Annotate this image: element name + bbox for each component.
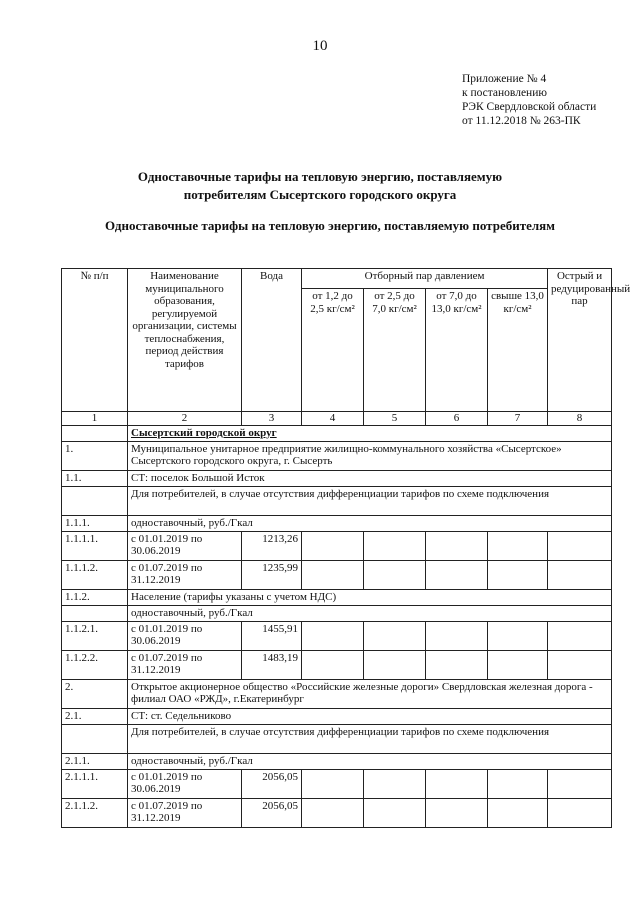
row-text: СТ: ст. Седельниково (128, 708, 612, 724)
title-line: Одноставочные тарифы на тепловую энергию, поставляемую (137, 169, 503, 184)
row-number: 2.1.1.1. (62, 769, 128, 798)
column-number: 2 (128, 412, 242, 426)
column-number: 7 (488, 412, 548, 426)
row-number (62, 425, 128, 441)
header-steam-group: Отборный пар давлением (302, 269, 548, 289)
empty-cell (364, 769, 426, 798)
water-tariff: 1455,91 (242, 621, 302, 650)
row-text: Муниципальное унитарное предприятие жилищно-коммунального хозяйства «Сысертское» Сысертского городского округа, г. Сысерть (128, 441, 612, 470)
column-number: 5 (364, 412, 426, 426)
empty-cell (302, 769, 364, 798)
header-water: Вода (242, 269, 302, 412)
row-number: 1.1.2. (62, 589, 128, 605)
table-row (62, 531, 612, 560)
row-text: Население (тарифы указаны с учетом НДС) (128, 589, 612, 605)
row-text: одноставочный, руб./Гкал (128, 515, 612, 531)
row-number: 2.1.1.2. (62, 798, 128, 827)
row-text: Сысертский городской округ (128, 425, 612, 441)
column-number: 4 (302, 412, 364, 426)
empty-cell (488, 531, 548, 560)
column-number: 6 (426, 412, 488, 426)
empty-cell (426, 531, 488, 560)
appendix-line: к постановлению (462, 87, 547, 99)
table-row (62, 769, 612, 798)
table-row (62, 798, 612, 827)
table-row (62, 486, 612, 515)
table-row (62, 650, 612, 679)
row-period: с 01.01.2019 по 30.06.2019 (128, 621, 242, 650)
table-row (62, 441, 612, 470)
table-row (62, 515, 612, 531)
empty-cell (302, 560, 364, 589)
row-number: 1.1.2.2. (62, 650, 128, 679)
empty-cell (488, 621, 548, 650)
row-period: с 01.07.2019 по 31.12.2019 (128, 560, 242, 589)
row-number: 2.1. (62, 708, 128, 724)
table-row (62, 708, 612, 724)
row-number (62, 605, 128, 621)
column-number: 8 (548, 412, 612, 426)
appendix-line: Приложение № 4 (462, 73, 547, 85)
table-row (62, 560, 612, 589)
empty-cell (426, 560, 488, 589)
header-sharp-steam: Острый и редуцированный пар (548, 269, 612, 412)
row-text: Открытое акционерное общество «Российские железные дороги» Свердловская железная дорога - филиал ОАО «РЖД», г.Екатеринбург (128, 679, 612, 708)
row-number: 1. (62, 441, 128, 470)
table-row (62, 589, 612, 605)
empty-cell (548, 560, 612, 589)
empty-cell (426, 798, 488, 827)
row-number: 2. (62, 679, 128, 708)
empty-cell (548, 798, 612, 827)
header-steam-4: свыше 13,0 кг/см² (488, 289, 548, 412)
water-tariff: 2056,05 (242, 798, 302, 827)
tariff-table (61, 268, 631, 828)
water-tariff: 1483,19 (242, 650, 302, 679)
header-name: Наименование муниципального образования, регулируемой организации, системы теплоснабжения, период действия тарифов (128, 269, 242, 412)
water-tariff: 1213,26 (242, 531, 302, 560)
column-number: 3 (242, 412, 302, 426)
table-row (62, 724, 612, 753)
empty-cell (302, 798, 364, 827)
header-steam-3: от 7,0 до 13,0 кг/см² (426, 289, 488, 412)
empty-cell (302, 621, 364, 650)
empty-cell (302, 531, 364, 560)
table-row (62, 425, 612, 441)
table-title: Одноставочные тарифы на тепловую энергию, поставляемую потребителям (104, 218, 556, 233)
header-steam-1: от 1,2 до 2,5 кг/см² (302, 289, 364, 412)
row-text: одноставочный, руб./Гкал (128, 605, 612, 621)
empty-cell (426, 769, 488, 798)
empty-cell (302, 650, 364, 679)
row-number: 1.1. (62, 470, 128, 486)
empty-cell (548, 650, 612, 679)
table-row (62, 753, 612, 769)
appendix-line: от 11.12.2018 № 263-ПК (462, 115, 581, 127)
row-number: 1.1.1.2. (62, 560, 128, 589)
row-number (62, 486, 128, 515)
table-row (62, 470, 612, 486)
row-text: одноставочный, руб./Гкал (128, 753, 612, 769)
row-number: 1.1.1.1. (62, 531, 128, 560)
table-row (62, 679, 612, 708)
water-tariff: 2056,05 (242, 769, 302, 798)
row-number (62, 724, 128, 753)
appendix-line: РЭК Свердловской области (462, 101, 597, 113)
empty-cell (426, 621, 488, 650)
empty-cell (488, 560, 548, 589)
empty-cell (364, 650, 426, 679)
row-number: 1.1.1. (62, 515, 128, 531)
row-period: с 01.01.2019 по 30.06.2019 (128, 531, 242, 560)
row-period: с 01.07.2019 по 31.12.2019 (128, 650, 242, 679)
row-text: СТ: поселок Большой Исток (128, 470, 612, 486)
column-number: 1 (62, 412, 128, 426)
empty-cell (488, 769, 548, 798)
empty-cell (364, 560, 426, 589)
title-line: потребителям Сысертского городского округа (183, 187, 457, 202)
row-text: Для потребителей, в случае отсутствия дифференциации тарифов по схеме подключения (128, 724, 612, 753)
page-number: 10 (312, 38, 328, 54)
row-number: 1.1.2.1. (62, 621, 128, 650)
water-tariff: 1235,99 (242, 560, 302, 589)
empty-cell (426, 650, 488, 679)
header-steam-2: от 2,5 до 7,0 кг/см² (364, 289, 426, 412)
row-text: Для потребителей, в случае отсутствия дифференциации тарифов по схеме подключения (128, 486, 612, 515)
document-title (60, 168, 580, 204)
empty-cell (548, 769, 612, 798)
empty-cell (548, 621, 612, 650)
empty-cell (548, 531, 612, 560)
row-period: с 01.07.2019 по 31.12.2019 (128, 798, 242, 827)
header-num: № п/п (62, 269, 128, 412)
empty-cell (488, 798, 548, 827)
table-row (62, 621, 612, 650)
empty-cell (488, 650, 548, 679)
empty-cell (364, 531, 426, 560)
appendix-block (462, 72, 596, 128)
empty-cell (364, 798, 426, 827)
row-number: 2.1.1. (62, 753, 128, 769)
table-row (62, 605, 612, 621)
row-period: с 01.01.2019 по 30.06.2019 (128, 769, 242, 798)
empty-cell (364, 621, 426, 650)
